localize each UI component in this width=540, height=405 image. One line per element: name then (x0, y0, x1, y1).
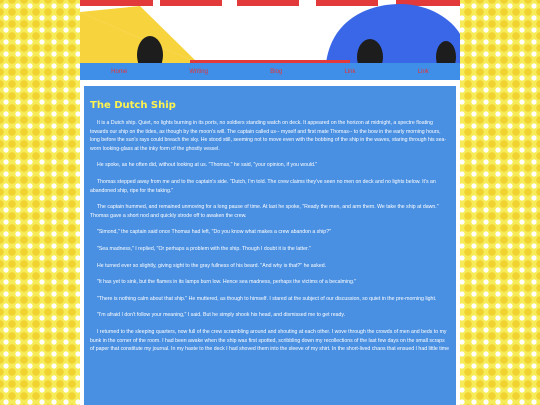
nav-link-blog[interactable]: Blog (270, 68, 283, 75)
story-paragraph: It is a Dutch ship. Quiet, no lights burning in its ports, no soldiers standing watch on deck. It appeared on the horizon at midnight, a spectre floating towards our ship on the tides, as though by the moon's will. The captain called us-- myself and first mate Thomas-- to the bow in the early morning hours, long before the sun's rays could breach the sky. He stood still, seeming not to move even with the bobbing of the ship in the waves, staring through his sea-worn looking-glass at the inky form of the ghostly vessel. (90, 120, 447, 152)
story-body (90, 119, 450, 354)
story-paragraph: I returned to the sleeping quarters, now full of the crew scrambling around and shouting at each other. I wove through the crowds of men and beds to my bunk in the corner of the room. I had been awake when the ship was first spotted, scribbling down my recollections of the last few days on the small scraps of paper that constitute my journal. In my haste to the deck I had shoved them into the sleeve of my shirt. In the short-lived chaos that ensued I had little time (90, 328, 449, 353)
header-banner (80, 0, 460, 63)
story-paragraph: "I'm afraid I don't follow your meaning," I said. But he simply shook his head, and dismissed me to get ready. (97, 312, 346, 319)
main-navigation (80, 63, 460, 80)
page-container (80, 0, 460, 405)
story-paragraph: "Simond," the captain said once Thomas had left, "Do you know what makes a crew abandon a ship?" (97, 229, 331, 236)
story-paragraph: He turned ever so slightly, giving sight to the gray fullness of his beard. "And why is that?" he asked. (97, 262, 327, 269)
story-paragraph: The captain hummed, and remained unmoving for a long pause of time. At last he spoke, "Ready the men, and arm them. We take the ship at dawn." Thomas gave a short nod and quickly strode off to awaken the crew. (90, 204, 439, 219)
story-paragraph: Thomas stepped away from me and to the captain's side. "Dutch, I'm told. The crew claims they've seen no men on deck and no lights below. It's an abandoned ship, ripe for the taking." (90, 178, 436, 194)
nav-link-home[interactable]: Home (111, 68, 128, 75)
story-paragraph: "It has yet to sink, but the flames in its lamps burn low. Hence sea madness, perhaps the victims of a becalming." (97, 279, 357, 286)
nav-link-link-2[interactable]: Link (417, 68, 429, 75)
story-paragraph: "There is nothing calm about that ship." He muttered, as though to himself. I stared at the subject of our discussion, so quiet in the pre-morning light. (97, 295, 437, 302)
story-paragraph: He spoke, as he often did, without looking at us. "Thomas," he said, "your opinion, if you would." (97, 162, 318, 169)
header-illustration (80, 0, 460, 63)
nav-link-link-1[interactable]: Link (344, 68, 356, 75)
story-paragraph: "Sea madness," I replied, "Or perhaps a problem with the ship. Though I doubt it is the latter." (97, 245, 311, 252)
nav-link-writing[interactable]: Writing (189, 68, 208, 75)
page-title: The Dutch Ship (90, 100, 176, 111)
content-panel (84, 86, 456, 405)
